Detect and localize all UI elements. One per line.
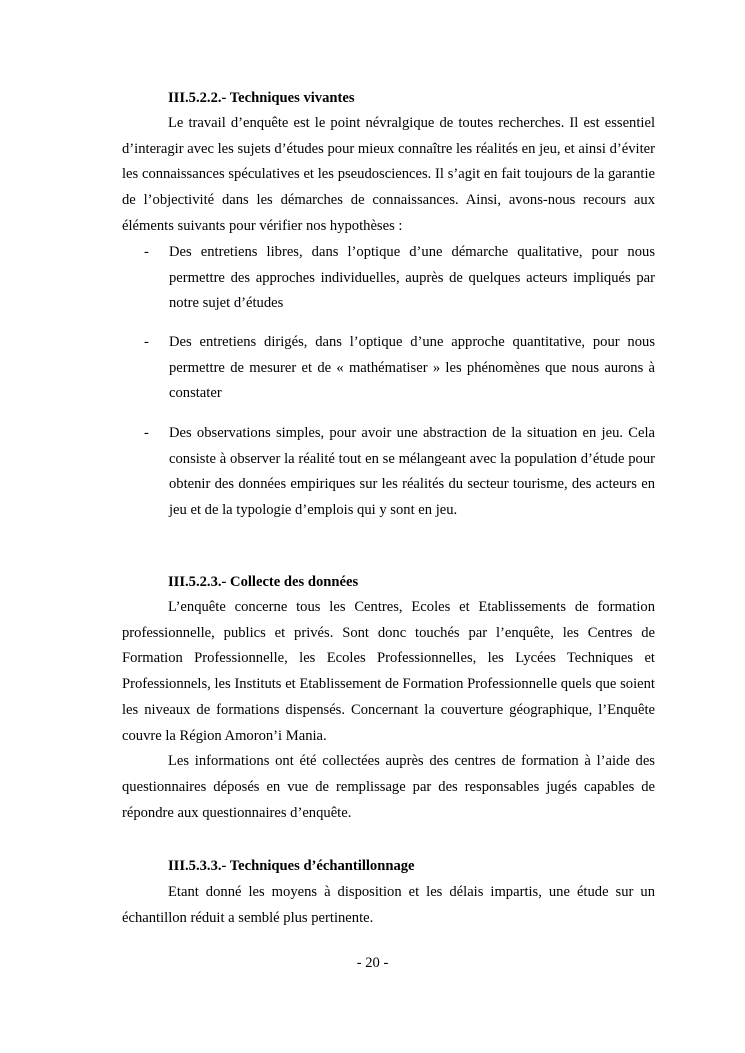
bullet-list — [122, 421, 655, 524]
section-heading-collecte-des-donnees: III.5.2.3.- Collecte des données — [168, 574, 359, 590]
section-body-techniques-vivantes — [122, 111, 655, 240]
list-item — [122, 240, 655, 317]
list-item-text: Des entretiens libres, dans l’optique d’une démarche qualitative, pour nous permettre des approches individuelles, auprès de quelques acteurs impliqués par notre sujet d’études — [169, 244, 655, 312]
list-item-text: Des observations simples, pour avoir une abstraction de la situation en jeu. Cela consiste à observer la réalité tout en se mélangeant avec la population d’étude pour obtenir des données empiriques sur les réalités du secteur tourisme, des acteurs en jeu et de la typologie d’emplois qui y sont en jeu. — [169, 425, 655, 519]
list-item — [122, 330, 655, 407]
section-heading-techniques-echantillonnage: III.5.3.3.- Techniques d’échantillonnage — [168, 858, 415, 874]
paragraph: L’enquête concerne tous les Centres, Ecoles et Etablissements de formation professionnelle, publics et privés. Sont donc touchés par l’enquête, les Centres de Formation Professionnelle, les Ecoles Professionnelles, les Lycées Techniques et Professionnels, les Instituts et Etablissement de Formation Professionnelle quels que soient les niveaux de formations dispensés. Concernant la couverture géographique, l’Enquête couvre la Région Amoron’i Mania. — [122, 599, 655, 744]
bullet-dash: - — [144, 244, 149, 260]
paragraph: Etant donné les moyens à disposition et les délais impartis, une étude sur un échantillon réduit a semblé plus pertinente. — [122, 884, 655, 926]
page-number: - 20 - — [356, 955, 389, 971]
bullet-list — [122, 330, 655, 407]
paragraph: Le travail d’enquête est le point névralgique de toutes recherches. Il est essentiel d’interagir avec les sujets d’études pour mieux connaître les réalités en jeu, et ainsi d’éviter les connaissances spéculatives et les pseudosciences. Il s’agit en fait toujours de la garantie de l’objectivité dans les démarches de connaissances. Ainsi, avons-nous recours aux éléments suivants pour vérifier nos hypothèses : — [122, 115, 655, 234]
section-body-collecte-des-donnees — [122, 595, 655, 826]
paragraph: Les informations ont été collectées auprès des centres de formation à l’aide des questionnaires déposés en vue de remplissage par des responsables jugés capables de répondre aux questionnaires d’enquête. — [122, 753, 655, 821]
bullet-dash: - — [144, 425, 149, 441]
section-body-techniques-echantillonnage — [122, 880, 655, 931]
list-item — [122, 421, 655, 524]
list-item-text: Des entretiens dirigés, dans l’optique d’une approche quantitative, pour nous permettre de mesurer et de « mathématiser » les phénomènes que nous aurons à constater — [169, 334, 655, 402]
bullet-list — [122, 240, 655, 317]
section-heading-techniques-vivantes: III.5.2.2.- Techniques vivantes — [168, 90, 355, 106]
bullet-dash: - — [144, 334, 149, 350]
